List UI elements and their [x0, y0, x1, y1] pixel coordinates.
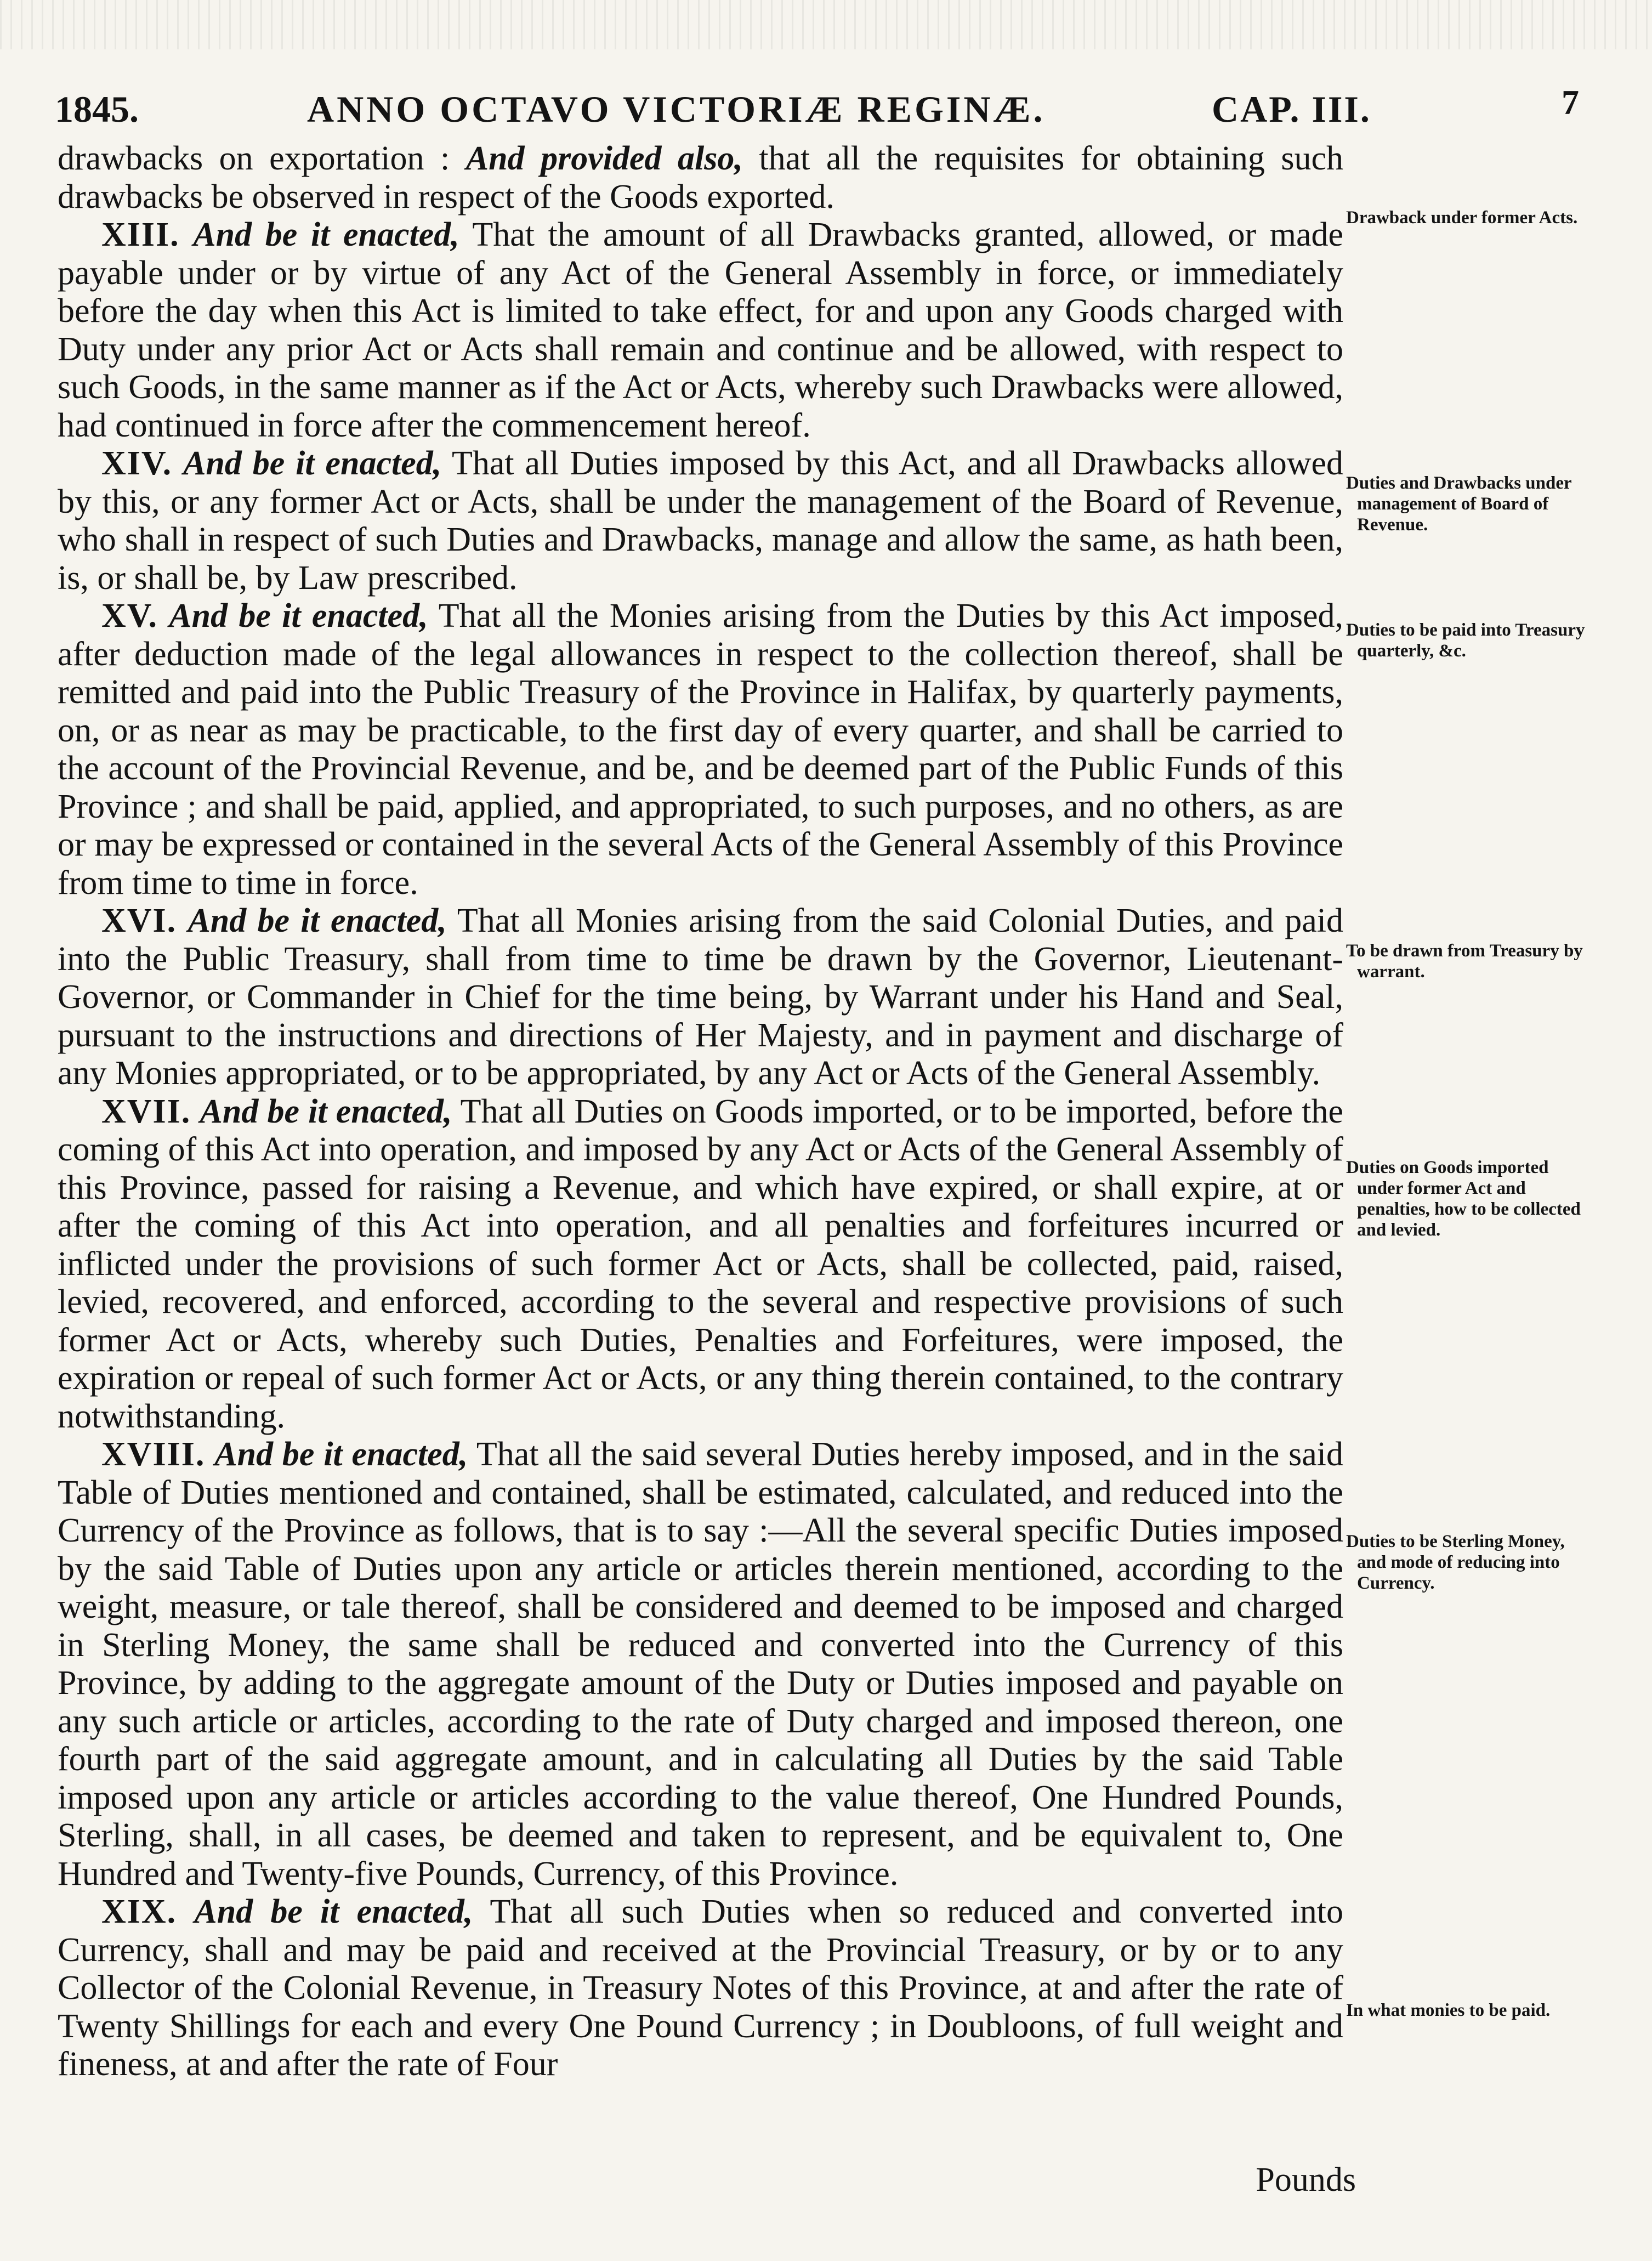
section-xv — [58, 597, 1343, 902]
section-number: XV. — [101, 597, 158, 634]
header-year: 1845. — [55, 88, 139, 130]
page-number: 7 — [1562, 83, 1579, 122]
paragraph-continuation — [58, 140, 1343, 216]
section-xvi — [58, 902, 1343, 1093]
paragraph-text: that all the requisites for obtaining such drawbacks be observed in respect of the Goods exported. — [58, 140, 1343, 216]
section-number: XVIII. — [101, 1436, 206, 1473]
section-text: That all Duties on Goods imported, or to be imported, before the coming of this Act into operation, and imposed by any Act or Acts of the General Assembly of this Province, passed for raising a Revenue, and which have expired, or shall expire, at or after the coming of this Act into operation, and all penalties and forfeitures incurred or inflicted under the provisions of such former Act or Acts, shall be collected, paid, raised, levied, recovered, and enforced, according to the several and respective provisions of such former Act or Acts, whereby such Duties, Penalties and Forfeitures, were imposed, the expiration or repeal of such former Act or Acts, or any thing therein contained, to the contrary notwithstanding. — [58, 1092, 1343, 1435]
margin-note-xiii: Drawback under former Acts. — [1346, 208, 1578, 228]
section-xiv — [58, 445, 1343, 597]
section-text: That all the said several Duties hereby imposed, and in the said Table of Duties mentioned and contained, shall be estimated, calculated, and reduced into the Currency of the Province as follows, that is to say :—All the several specific Duties imposed by the said Table of Duties upon any article or articles therein mentioned, according to the weight, measure, or tale thereof, shall be considered and deemed to be imposed and charged in Sterling Money, the same shall be reduced and converted into the Currency of this Province, by adding to the aggregate amount of the Duty or Duties imposed and payable on any such article or articles, according to the rate of Duty charged and imposed thereon, one fourth part of the said aggregate amount, and in calculating all Duties by the said Table imposed upon any article or articles according to the value thereof, One Hundred Pounds, Sterling, shall, in all cases, be deemed and taken to represent, and be equivalent to, One Hundred and Twenty-five Pounds, Currency, of this Province. — [58, 1436, 1344, 1892]
section-text: That all such Duties when so reduced and converted into Currency, shall and may be paid and received at the Provincial Treasury, or by or to any Collector of the Colonial Revenue, in Treasury Notes of this Province, at and after the rate of Twenty Shillings for each and every One Pound Currency ; in Doubloons, of full weight and fineness, at and after the rate of Four — [58, 1893, 1343, 2083]
section-enacting-clause: And be it enacted, — [200, 1092, 452, 1130]
margin-note-xiv: Duties and Drawbacks under management of Board of Revenue. — [1346, 473, 1572, 535]
section-text: That all the Monies arising from the Duties by this Act imposed, after deduction made of the legal allowances in respect to the collection thereof, shall be remitted and paid into the Public Treasury of the Province in Halifax, by quarterly payments, on, or as near as may be practicable, to the first day of every quarter, and shall be carried to the account of the Provincial Revenue, and be, and be deemed part of the Public Funds of this Province ; and shall be paid, applied, and appropriated, to such purposes, and no others, as are or may be expressed or contained in the several Acts of the General Assembly of this Province from time to time in force. — [58, 597, 1343, 902]
margin-note-xvi: To be drawn from Treasury by warrant. — [1346, 941, 1583, 982]
margin-note-xv: Duties to be paid into Treasury quarterly, &c. — [1346, 620, 1585, 661]
section-number: XVI. — [101, 902, 177, 939]
page-edge-texture — [0, 0, 1652, 49]
paragraph-lead: drawbacks on exportation : — [58, 140, 466, 177]
header-chapter: CAP. III. — [1212, 88, 1371, 130]
section-xiii — [58, 216, 1343, 445]
margin-note-xvii: Duties on Goods imported under former Act and penalties, how to be collected and levied. — [1346, 1158, 1581, 1240]
section-number: XVII. — [101, 1092, 191, 1130]
main-text — [58, 140, 1343, 2084]
section-xviii — [58, 1436, 1343, 1893]
section-enacting-clause: And be it enacted, — [193, 216, 459, 253]
section-enacting-clause: And be it enacted, — [169, 597, 428, 634]
running-header — [55, 77, 1579, 137]
section-enacting-clause: And be it enacted, — [194, 1893, 473, 1930]
section-number: XIV. — [101, 445, 173, 482]
section-text: That the amount of all Drawbacks granted, allowed, or made payable under or by virtue of any Act of the General Assembly in force, or immediately before the day when this Act is limited to take effect, for and upon any Goods charged with Duty under any prior Act or Acts shall remain and continue and be allowed, with respect to such Goods, in the same manner as if the Act or Acts, whereby such Drawbacks were allowed, had continued in force after the commencement hereof. — [58, 216, 1343, 444]
header-title: ANNO OCTAVO VICTORIÆ REGINÆ. — [307, 88, 1046, 130]
section-text: That all Duties imposed by this Act, and all Drawbacks allowed by this, or any former Act or Acts, shall be under the management of the Board of Revenue, who shall in respect of such Duties and Drawbacks, manage and allow the same, as hath been, is, or shall be, by Law prescribed. — [58, 445, 1343, 597]
section-number: XIX. — [101, 1893, 177, 1930]
margin-note-xviii: Duties to be Sterling Money, and mode of reducing into Currency. — [1346, 1532, 1565, 1593]
paragraph-emphasis: And provided also, — [465, 140, 743, 177]
section-text: That all Monies arising from the said Colonial Duties, and paid into the Public Treasury, shall from time to time be drawn by the Governor, Lieutenant-Governor, or Commander in Chief for the time being, by Warrant under his Hand and Seal, pursuant to the instructions and directions of Her Majesty, and in payment and discharge of any Monies appropriated, or to be appropriated, by any Act or Acts of the General Assembly. — [58, 902, 1343, 1092]
section-xix — [58, 1893, 1343, 2084]
section-enacting-clause: And be it enacted, — [183, 445, 442, 482]
catchword: Pounds — [1256, 2161, 1356, 2198]
section-enacting-clause: And be it enacted, — [214, 1436, 468, 1473]
section-enacting-clause: And be it enacted, — [188, 902, 447, 939]
section-number: XIII. — [101, 216, 180, 253]
section-xvii — [58, 1093, 1343, 1436]
margin-note-xix: In what monies to be paid. — [1346, 2001, 1551, 2020]
